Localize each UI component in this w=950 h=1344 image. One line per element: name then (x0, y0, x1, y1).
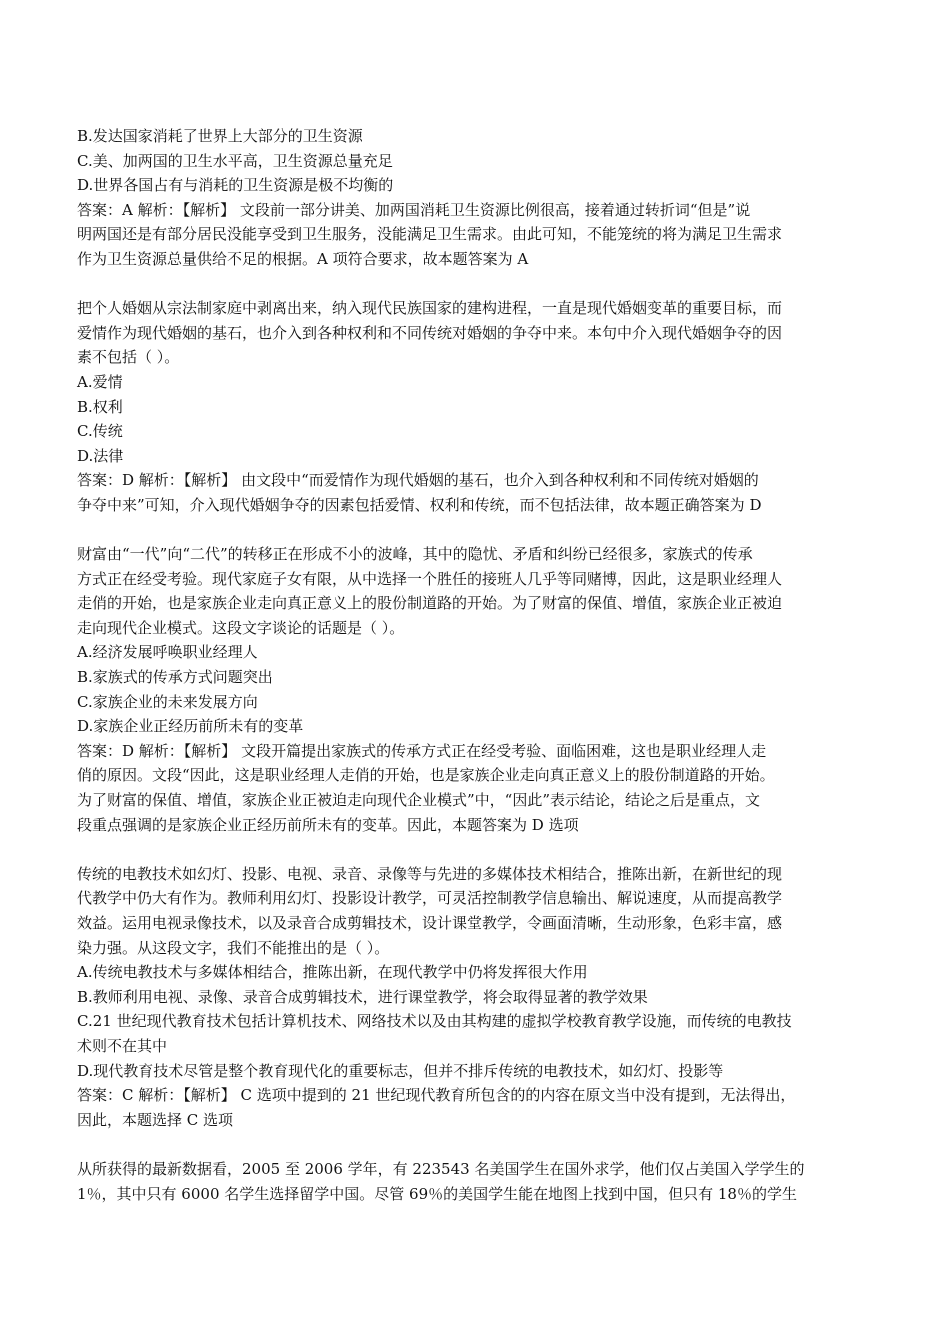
text-line: 从所获得的最新数据看，2005 至 2006 学年，有 223543 名美国学生在国外求学，他们仅占美国入学学生的 (77, 1159, 805, 1178)
text-line: 传统的电教技术如幻灯、投影、电视、录音、录像等与先进的多媒体技术相结合，推陈出新，在新世纪的现 (77, 864, 783, 883)
question-2 (77, 296, 869, 517)
option-line: C.美、加两国的卫生水平高，卫生资源总量充足 (77, 151, 393, 170)
option-line: A.经济发展呼唤职业经理人 (77, 643, 258, 662)
option-line: A.爱情 (77, 372, 123, 391)
question-3 (77, 542, 869, 837)
text-line: 俏的原因。文段“因此，这是职业经理人走俏的开始，也是家族企业走向真正意义上的股份制道路的开始。 (77, 766, 775, 785)
option-line: D.家族企业正经历前所未有的变革 (77, 717, 304, 736)
option-line: D.现代教育技术尽管是整个教育现代化的重要标志，但并不排斥传统的电教技术，如幻灯、投影等 (77, 1061, 724, 1080)
answer-line: 答案：D 解析：【解析】 由文段中“而爱情作为现代婚姻的基石，也介入到各种权利和不同传统对婚姻的 (77, 471, 759, 490)
text-line: 术则不在其中 (77, 1036, 168, 1055)
text-line: 作为卫生资源总量供给不足的根据。A 项符合要求，故本题答案为 A (77, 249, 529, 268)
option-line: D.法律 (77, 446, 124, 465)
option-line: B.教师利用电视、录像、录音合成剪辑技术，进行课堂教学，将会取得显著的教学效果 (77, 987, 648, 1006)
text-line: 方式正在经受考验。现代家庭子女有限，从中选择一个胜任的接班人几乎等同赌博，因此，这是职业经理人 (77, 569, 783, 588)
text-line: 效益。运用电视录像技术，以及录音合成剪辑技术，设计课堂教学，令画面清晰，生动形象，色彩丰富，感 (77, 914, 783, 932)
text-line: 1％，其中只有 6000 名学生选择留学中国。尽管 69％的美国学生能在地图上找到中国，但只有 18％的学生 (77, 1184, 797, 1203)
document-body (77, 124, 869, 1231)
text-line: 染力强。从这段文字，我们不能推出的是（ ）。 (77, 938, 390, 957)
text-line: 爱情作为现代婚姻的基石，也介入到各种权利和不同传统对婚姻的争夺中来。本句中介入现代婚姻争夺的因 (77, 323, 783, 342)
answer-line: 答案：C 解析：【解析】 C 选项中提到的 21 世纪现代教育所包含的的内容在原文当中没有提到，无法得出， (77, 1086, 796, 1105)
question-1-tail (77, 124, 869, 272)
text-line: 明两国还是有部分居民没能享受到卫生服务，没能满足卫生需求。由此可知，不能笼统的将为满足卫生需求 (77, 225, 783, 244)
text-line: 为了财富的保值、增值，家族企业正被迫走向现代企业模式”中，“因此”表示结论，结论之后是重点，文 (77, 791, 761, 810)
text-line: 走向现代企业模式。这段文字谈论的话题是（ ）。 (77, 618, 405, 637)
option-line: D.世界各国占有与消耗的卫生资源是极不均衡的 (77, 176, 394, 195)
option-line: B.发达国家消耗了世界上大部分的卫生资源 (77, 127, 363, 145)
text-line: 段重点强调的是家族企业正经历前所未有的变革。因此，本题答案为 D 选项 (77, 815, 579, 834)
option-line: A.传统电教技术与多媒体相结合，推陈出新，在现代教学中仍将发挥很大作用 (77, 963, 588, 982)
question-5-start (77, 1157, 869, 1206)
answer-line: 答案：D 解析：【解析】 文段开篇提出家族式的传承方式正在经受考验、面临困难，这也是职业经理人走 (77, 741, 767, 760)
option-line: C.家族企业的未来发展方向 (77, 692, 258, 711)
text-line: 把个人婚姻从宗法制家庭中剥离出来，纳入现代民族国家的建构进程，一直是现代婚姻变革的重要目标，而 (77, 299, 783, 318)
answer-line: 答案：A 解析：【解析】 文段前一部分讲美、加两国消耗卫生资源比例很高，接着通过转折词“但是”说 (77, 200, 751, 219)
text-line: 因此，本题选择 C 选项 (77, 1110, 234, 1129)
text-line: 代教学中仍大有作为。教师利用幻灯、投影设计教学，可灵活控制教学信息输出、解说速度，从而提高教学 (77, 889, 783, 908)
option-line: B.家族式的传承方式问题突出 (77, 668, 273, 687)
text-line: 争夺中来”可知，介入现代婚姻争夺的因素包括爱情、权利和传统，而不包括法律，故本题正确答案为 D (77, 495, 762, 514)
option-line: B.权利 (77, 397, 123, 416)
option-line: C.21 世纪现代教育技术包括计算机技术、网络技术以及由其构建的虚拟学校教育教学设施，而传统的电教技 (77, 1012, 792, 1031)
option-line: C.传统 (77, 422, 123, 441)
text-line: 素不包括（ ）。 (77, 348, 180, 367)
text-line: 走俏的开始，也是家族企业走向真正意义上的股份制道路的开始。为了财富的保值、增值，家族企业正被迫 (77, 594, 783, 613)
question-4 (77, 862, 869, 1133)
text-line: 财富由“一代”向“二代”的转移正在形成不小的波峰，其中的隐忧、矛盾和纠纷已经很多，家族式的传承 (77, 545, 753, 564)
